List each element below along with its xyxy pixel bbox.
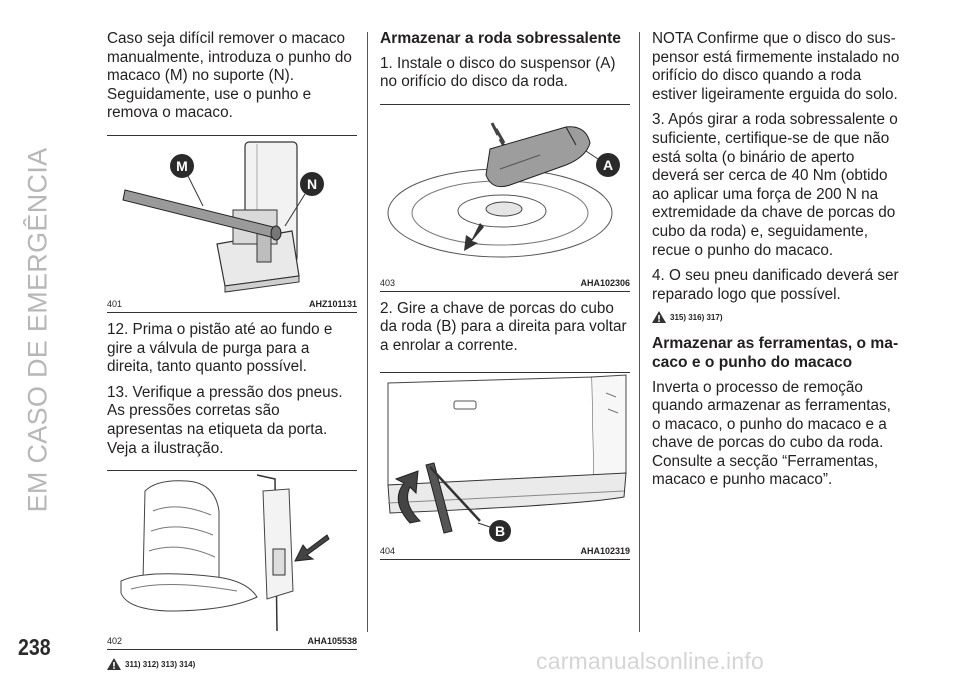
column-right	[652, 30, 902, 497]
figure-code: AHA102319	[580, 545, 630, 556]
figure-number: 402	[107, 636, 123, 647]
warning-reference	[652, 311, 902, 323]
figure-number: 401	[107, 298, 123, 309]
warning-reference	[107, 658, 357, 670]
heading-store-tools: Armazenar as ferramentas, o macaco e o punho do macaco	[652, 335, 899, 371]
figure-403	[380, 104, 630, 292]
spare-wheel-disc-illustration	[380, 105, 630, 275]
step-4: 4. O seu pneu danificado deverá ser reparado logo que possível.	[652, 267, 899, 303]
step-13: 13. Verifique a pressão dos pneus. As pressões corretas são apresentas na etiqueta da porta. Veja a ilustração.	[107, 383, 343, 457]
page-number: 238	[18, 634, 51, 660]
figure-number: 403	[380, 277, 396, 288]
warning-refs: 311) 312) 313) 314)	[125, 659, 196, 669]
paragraph-jack-removal: Caso seja difícil remover o macaco manualmente, introduza o punho do macaco (M) no suporte (N). Seguidamente, use o punho e remova o macaco.	[107, 30, 352, 122]
column-divider	[367, 32, 368, 632]
door-pillar-label-illustration	[107, 471, 357, 633]
figure-code: AHZ101131	[308, 298, 357, 309]
label-b: B	[494, 522, 506, 539]
warning-refs: 315) 316) 317)	[670, 312, 723, 322]
step-2: 2. Gire a chave de porcas do cubo da roda (B) para a direita para voltar a enrolar a corrente.	[380, 299, 627, 354]
figure-401	[107, 135, 357, 313]
warning-triangle-icon	[652, 311, 666, 323]
bumper-wrench-illustration	[380, 373, 630, 543]
figure-code: AHA105538	[307, 636, 357, 647]
figure-number: 404	[380, 545, 396, 556]
section-side-title: EM CASO DE EMERGÊNCIA	[22, 147, 53, 513]
note-paragraph: NOTA Confirme que o disco do suspensor está firmemente instalado no orifício do disco quando a roda estiver ligeiramente erguida do solo.	[652, 30, 900, 103]
column-divider	[639, 32, 640, 632]
figure-404	[380, 372, 630, 560]
column-middle	[380, 30, 630, 568]
heading-store-spare: Armazenar a roda sobressalente	[380, 30, 621, 47]
label-n: N	[306, 175, 318, 192]
warning-triangle-icon	[107, 658, 121, 670]
step-12: 12. Prima o pistão até ao fundo e gire a válvula de purga para a direita, tanto quanto possível.	[107, 320, 333, 376]
step-3: 3. Após girar a roda sobressalente o suficiente, certifique-se de que não está solta (o binário de aperto deverá ser cerca de 40 Nm (obtido ao aplicar uma força de 200 N na extremidade da chave de porcas do cubo da roda) e, seguidamente, recue o punho do macaco.	[652, 111, 898, 259]
column-left	[107, 30, 357, 678]
step-1: 1. Instale o disco do suspensor (A) no orifício do disco da roda.	[380, 54, 616, 91]
label-a: A	[602, 156, 614, 173]
watermark: carmanualsonline.info	[536, 648, 764, 674]
jack-handle-illustration	[107, 136, 357, 296]
label-m: M	[176, 157, 188, 174]
figure-code: AHA102306	[580, 277, 630, 288]
figure-402	[107, 470, 357, 650]
paragraph-store-tools: Inverta o processo de remoção quando armazenar as ferramentas, o macaco, o punho do macaco e a chave de porcas do cubo da roda. Consulte a secção “Ferramentas, macaco e punho macaco”.	[652, 378, 891, 489]
